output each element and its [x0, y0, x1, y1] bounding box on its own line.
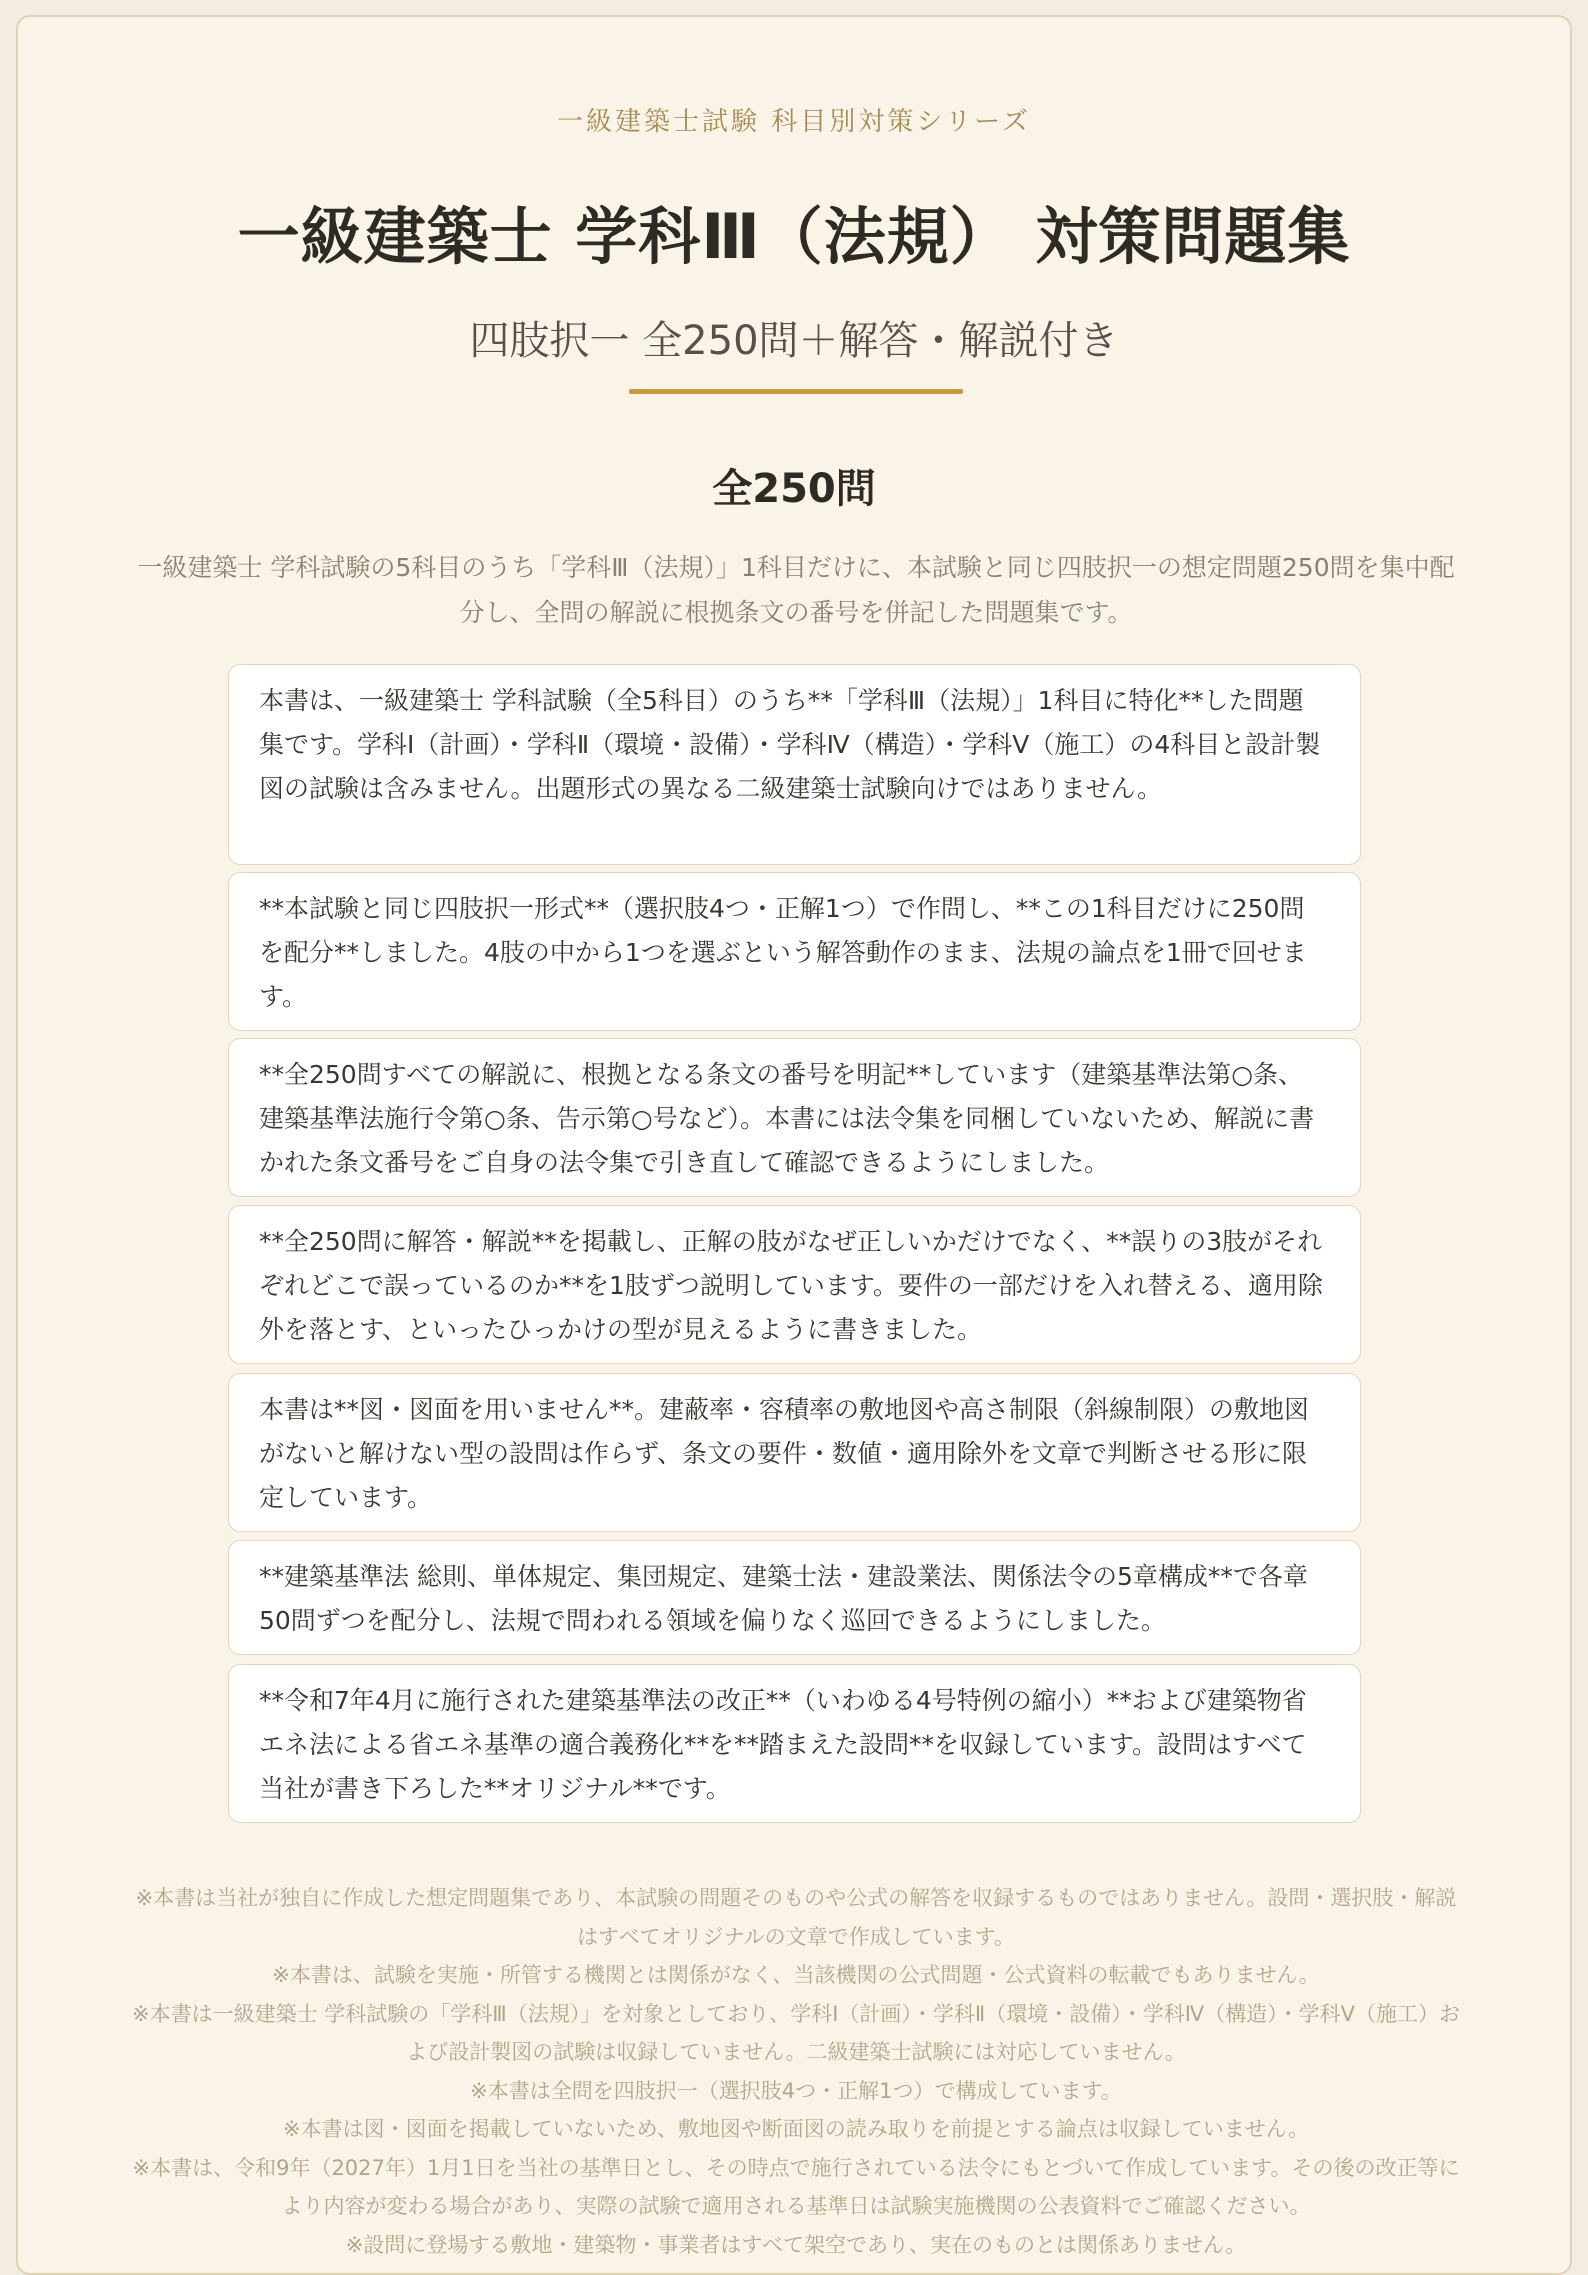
page-title: 一級建築士 学科Ⅲ（法規） 対策問題集: [237, 200, 1351, 273]
lead-text: 一級建築士 学科試験の5科目のうち「学科Ⅲ（法規）」1科目だけに、本試験と同じ四肢択一の想定問題250問を集中配分し、全問の解説に根拠条文の番号を併記した問題集です。: [137, 553, 1455, 627]
disclaimer-note: ※本書は、令和9年（2027年）1月1日を当社の基準日とし、その時点で施行されている法令にもとづいて作成しています。その後の改正等により内容が変わる場合があり、実際の試験で適用される基準日は試験実施機関の公表資料でご確認ください。: [132, 2155, 1460, 2218]
disclaimer-note: ※本書は、試験を実施・所管する機関とは関係がなく、当該機関の公式問題・公式資料の転載でもありません。: [272, 1963, 1320, 1987]
subtitle: 四肢択一 全250問＋解答・解説付き: [469, 318, 1119, 364]
feature-item: **令和7年4月に施行された建築基準法の改正**（いわゆる4号特例の縮小）**および建築物省エネ法による省エネ基準の適合義務化**を**踏まえた設問**を収録しています。設問はすべて当社が書き下ろした**オリジナル**です。: [228, 1664, 1361, 1823]
disclaimer-note: ※本書は図・図面を掲載していないため、敷地図や断面図の読み取りを前提とする論点は収録していません。: [282, 2117, 1309, 2141]
disclaimer-note: ※本書は当社が独自に作成した想定問題集であり、本試験の問題そのものや公式の解答を収録するものではありません。設問・選択肢・解説はすべてオリジナルの文章で作成しています。: [135, 1886, 1457, 1949]
disclaimer-notes: [128, 1879, 1464, 2264]
feature-item: 本書は**図・図面を用いません**。建蔽率・容積率の敷地図や高さ制限（斜線制限）の敷地図がないと解けない型の設問は作らず、条文の要件・数値・適用除外を文章で判断させる形に限定しています。: [228, 1373, 1361, 1532]
product-card: [16, 15, 1572, 2275]
feature-item: **建築基準法 総則、単体規定、集団規定、建築士法・建設業法、関係法令の5章構成**で各章50問ずつを配分し、法規で問われる領域を偏りなく巡回できるようにしました。: [228, 1540, 1361, 1655]
divider: [629, 389, 963, 394]
feature-item: **全250問に解答・解説**を掲載し、正解の肢がなぜ正しいかだけでなく、**誤りの3肢がそれぞれどこで誤っているのか**を1肢ずつ説明しています。要件の一部だけを入れ替える、適用除外を落とす、といったひっかけの型が見えるように書きました。: [228, 1205, 1361, 1364]
feature-item: **全250問すべての解説に、根拠となる条文の番号を明記**しています（建築基準法第○条、建築基準法施行令第○条、告示第○号など）。本書には法令集を同梱していないため、解説に書かれた条文番号をご自身の法令集で引き直して確認できるようにしました。: [228, 1038, 1361, 1197]
disclaimer-note: ※設問に登場する敷地・建築物・事業者はすべて架空であり、実在のものとは関係ありません。: [345, 2232, 1247, 2257]
disclaimer-note: ※本書は全問を四肢択一（選択肢4つ・正解1つ）で構成しています。: [470, 2078, 1122, 2103]
feature-item: 本書は、一級建築士 学科試験（全5科目）のうち**「学科Ⅲ（法規）」1科目に特化**した問題集です。学科Ⅰ（計画）・学科Ⅱ（環境・設備）・学科Ⅳ（構造）・学科Ⅴ（施工）の4科目と設計製図の試験は含みません。出題形式の異なる二級建築士試験向けではありません。: [228, 664, 1361, 865]
question-count: 全250問: [712, 466, 876, 512]
disclaimer-note: ※本書は一級建築士 学科試験の「学科Ⅲ（法規）」を対象としており、学科Ⅰ（計画）・学科Ⅱ（環境・設備）・学科Ⅳ（構造）・学科Ⅴ（施工）および設計製図の試験は収録していません。二級建築士試験には対応していません。: [131, 2001, 1461, 2064]
feature-item: **本試験と同じ四肢択一形式**（選択肢4つ・正解1つ）で作問し、**この1科目だけに250問を配分**しました。4肢の中から1つを選ぶという解答動作のまま、法規の論点を1冊で回せます。: [228, 872, 1361, 1031]
series-label: 一級建築士試験 科目別対策シリーズ: [557, 107, 1031, 137]
